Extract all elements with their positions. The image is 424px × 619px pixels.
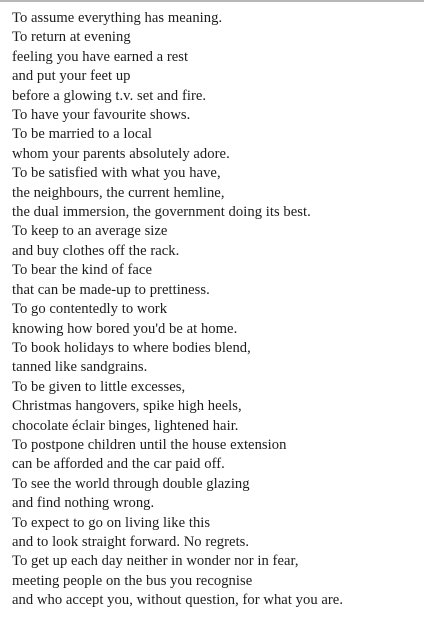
poem-line: To be satisfied with what you have, (12, 165, 221, 182)
poem-line: whom your parents absolutely adore. (12, 145, 230, 162)
poem-line: To keep to an average size (12, 223, 168, 240)
poem-line: and find nothing wrong. (12, 495, 155, 512)
poem-line: meeting people on the bus you recognise (12, 572, 253, 589)
poem-line: that can be made-up to prettiness. (12, 281, 210, 298)
poem-text (12, 9, 343, 611)
poem-line: the dual immersion, the government doing its best. (12, 204, 311, 221)
poem-line: knowing how bored you'd be at home. (12, 320, 238, 337)
poem-line: To have your favourite shows. (12, 107, 191, 124)
poem-line: To expect to go on living like this (12, 514, 211, 531)
poem-line: Christmas hangovers, spike high heels, (12, 398, 242, 415)
poem-line: and to look straight forward. No regrets. (12, 533, 250, 550)
poem-line: and who accept you, without question, for what you are. (12, 592, 344, 609)
poem-line: To be married to a local (12, 126, 152, 143)
poem-line: To bear the kind of face (12, 262, 152, 279)
poem-line: To book holidays to where bodies blend, (12, 339, 251, 356)
poem-line: chocolate éclair binges, lightened hair. (12, 417, 239, 434)
poem-line: before a glowing t.v. set and fire. (12, 87, 207, 104)
poem-line: To return at evening (12, 29, 131, 46)
poem-line: feeling you have earned a rest (12, 48, 189, 65)
poem-line: To be given to little excesses, (12, 378, 186, 395)
poem-line: To assume everything has meaning. (12, 10, 223, 26)
poem-line: the neighbours, the current hemline, (12, 184, 225, 201)
poem-line: To see the world through double glazing (12, 475, 250, 492)
poem-line: and put your feet up (12, 68, 131, 85)
poem-line: To go contentedly to work (12, 301, 168, 318)
poem-line: To postpone children until the house extension (12, 436, 287, 453)
poem-line: tanned like sandgrains. (12, 359, 148, 376)
poem-line: can be afforded and the car paid off. (12, 456, 225, 473)
poem-line: To get up each day neither in wonder nor in fear, (12, 553, 299, 570)
poem-line: and buy clothes off the rack. (12, 242, 180, 259)
top-border-line (0, 0, 424, 2)
